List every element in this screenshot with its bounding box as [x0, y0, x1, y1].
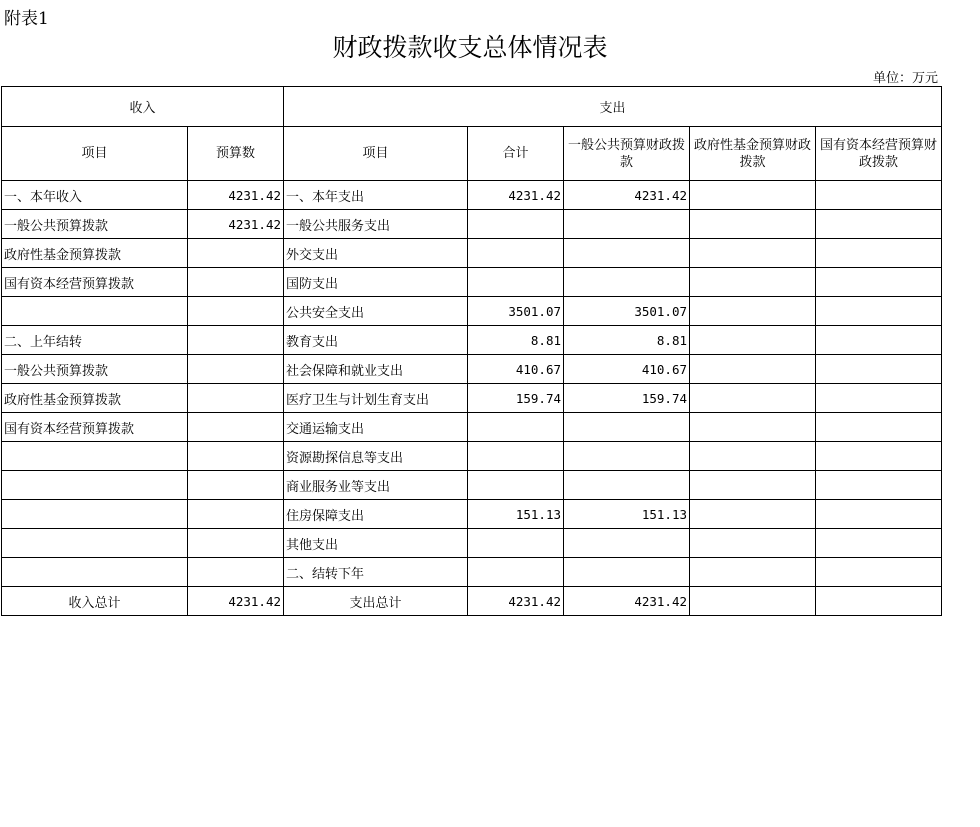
general-budget-cell: 159.74 — [564, 384, 690, 413]
income-item-cell — [2, 558, 188, 587]
budget-cell — [188, 326, 284, 355]
budget-cell — [188, 355, 284, 384]
table-row — [2, 471, 942, 500]
budget-cell — [188, 239, 284, 268]
col-header-expense-item: 项目 — [284, 127, 468, 181]
state-capital-cell — [816, 413, 942, 442]
general-budget-cell — [564, 210, 690, 239]
state-capital-cell — [816, 239, 942, 268]
col-header-budget: 预算数 — [188, 127, 284, 181]
budget-cell — [188, 471, 284, 500]
col-header-gov-fund: 政府性基金预算财政拨款 — [690, 127, 816, 181]
gov-fund-cell — [690, 239, 816, 268]
table-row — [2, 239, 942, 268]
budget-cell: 4231.42 — [188, 210, 284, 239]
general-budget-cell — [564, 268, 690, 297]
state-capital-cell — [816, 558, 942, 587]
gov-fund-cell — [690, 181, 816, 210]
gov-fund-cell — [690, 442, 816, 471]
expense-item-cell: 国防支出 — [284, 268, 468, 297]
total-cell — [468, 558, 564, 587]
budget-cell — [188, 442, 284, 471]
total-general-budget-cell: 4231.42 — [564, 587, 690, 616]
table-row — [2, 326, 942, 355]
expense-item-cell: 医疗卫生与计划生育支出 — [284, 384, 468, 413]
total-budget-cell: 4231.42 — [188, 587, 284, 616]
unit-label: 单位：万元 — [872, 71, 938, 86]
income-item-cell — [2, 471, 188, 500]
income-group-header: 收入 — [2, 87, 284, 127]
state-capital-cell — [816, 355, 942, 384]
income-item-cell: 政府性基金预算拨款 — [2, 384, 188, 413]
general-budget-cell — [564, 471, 690, 500]
table-row — [2, 442, 942, 471]
general-budget-cell: 151.13 — [564, 500, 690, 529]
gov-fund-cell — [690, 413, 816, 442]
budget-table — [1, 86, 942, 616]
income-item-cell: 一、本年收入 — [2, 181, 188, 210]
general-budget-cell: 410.67 — [564, 355, 690, 384]
income-item-cell: 一般公共预算拨款 — [2, 355, 188, 384]
expense-item-cell: 商业服务业等支出 — [284, 471, 468, 500]
col-header-general-budget: 一般公共预算财政拨款 — [564, 127, 690, 181]
expense-item-cell: 一般公共服务支出 — [284, 210, 468, 239]
budget-cell — [188, 384, 284, 413]
total-expense-item-cell: 支出总计 — [284, 587, 468, 616]
total-cell: 8.81 — [468, 326, 564, 355]
expense-item-cell: 一、本年支出 — [284, 181, 468, 210]
gov-fund-cell — [690, 500, 816, 529]
total-cell: 410.67 — [468, 355, 564, 384]
state-capital-cell — [816, 384, 942, 413]
gov-fund-cell — [690, 558, 816, 587]
state-capital-cell — [816, 471, 942, 500]
income-item-cell: 政府性基金预算拨款 — [2, 239, 188, 268]
budget-cell — [188, 413, 284, 442]
general-budget-cell: 3501.07 — [564, 297, 690, 326]
total-gov-fund-cell — [690, 587, 816, 616]
gov-fund-cell — [690, 529, 816, 558]
total-cell — [468, 413, 564, 442]
budget-cell: 4231.42 — [188, 181, 284, 210]
totals-row — [2, 587, 942, 616]
income-item-cell — [2, 500, 188, 529]
table-row — [2, 210, 942, 239]
table-row — [2, 384, 942, 413]
budget-cell — [188, 297, 284, 326]
income-item-cell: 一般公共预算拨款 — [2, 210, 188, 239]
gov-fund-cell — [690, 297, 816, 326]
col-header-total: 合计 — [468, 127, 564, 181]
general-budget-cell — [564, 442, 690, 471]
state-capital-cell — [816, 529, 942, 558]
total-cell — [468, 471, 564, 500]
gov-fund-cell — [690, 384, 816, 413]
col-header-state-capital: 国有资本经营预算财政拨款 — [816, 127, 942, 181]
total-cell — [468, 210, 564, 239]
income-item-cell: 国有资本经营预算拨款 — [2, 413, 188, 442]
general-budget-cell — [564, 413, 690, 442]
expense-item-cell: 外交支出 — [284, 239, 468, 268]
table-row — [2, 413, 942, 442]
state-capital-cell — [816, 500, 942, 529]
total-cell: 4231.42 — [468, 181, 564, 210]
budget-cell — [188, 529, 284, 558]
total-cell: 159.74 — [468, 384, 564, 413]
table-row — [2, 268, 942, 297]
state-capital-cell — [816, 181, 942, 210]
gov-fund-cell — [690, 471, 816, 500]
budget-cell — [188, 558, 284, 587]
general-budget-cell: 8.81 — [564, 326, 690, 355]
budget-cell — [188, 268, 284, 297]
expense-item-cell: 住房保障支出 — [284, 500, 468, 529]
income-item-cell: 二、上年结转 — [2, 326, 188, 355]
total-state-capital-cell — [816, 587, 942, 616]
total-cell — [468, 268, 564, 297]
expense-item-cell: 资源勘探信息等支出 — [284, 442, 468, 471]
table-row — [2, 529, 942, 558]
expense-item-cell: 社会保障和就业支出 — [284, 355, 468, 384]
general-budget-cell — [564, 239, 690, 268]
table-row — [2, 558, 942, 587]
state-capital-cell — [816, 210, 942, 239]
table-row — [2, 297, 942, 326]
total-income-item-cell: 收入总计 — [2, 587, 188, 616]
general-budget-cell — [564, 529, 690, 558]
table-row — [2, 500, 942, 529]
total-cell — [468, 239, 564, 268]
income-item-cell: 国有资本经营预算拨款 — [2, 268, 188, 297]
table-row — [2, 355, 942, 384]
state-capital-cell — [816, 268, 942, 297]
income-item-cell — [2, 529, 188, 558]
income-item-cell — [2, 297, 188, 326]
expense-item-cell: 其他支出 — [284, 529, 468, 558]
gov-fund-cell — [690, 355, 816, 384]
state-capital-cell — [816, 442, 942, 471]
expense-item-cell: 交通运输支出 — [284, 413, 468, 442]
table-row — [2, 181, 942, 210]
gov-fund-cell — [690, 326, 816, 355]
col-header-income-item: 项目 — [2, 127, 188, 181]
general-budget-cell — [564, 558, 690, 587]
total-cell: 151.13 — [468, 500, 564, 529]
budget-cell — [188, 500, 284, 529]
gov-fund-cell — [690, 210, 816, 239]
total-cell — [468, 442, 564, 471]
group-header-row — [2, 87, 942, 127]
total-cell: 3501.07 — [468, 297, 564, 326]
expense-item-cell: 公共安全支出 — [284, 297, 468, 326]
expense-group-header: 支出 — [284, 87, 942, 127]
attachment-label: 附表1 — [4, 9, 49, 29]
expense-item-cell: 二、结转下年 — [284, 558, 468, 587]
expense-item-cell: 教育支出 — [284, 326, 468, 355]
total-cell — [468, 529, 564, 558]
income-item-cell — [2, 442, 188, 471]
state-capital-cell — [816, 326, 942, 355]
page-title: 财政拨款收支总体情况表 — [332, 33, 608, 62]
gov-fund-cell — [690, 268, 816, 297]
total-total-cell: 4231.42 — [468, 587, 564, 616]
state-capital-cell — [816, 297, 942, 326]
general-budget-cell: 4231.42 — [564, 181, 690, 210]
column-header-row — [2, 127, 942, 181]
